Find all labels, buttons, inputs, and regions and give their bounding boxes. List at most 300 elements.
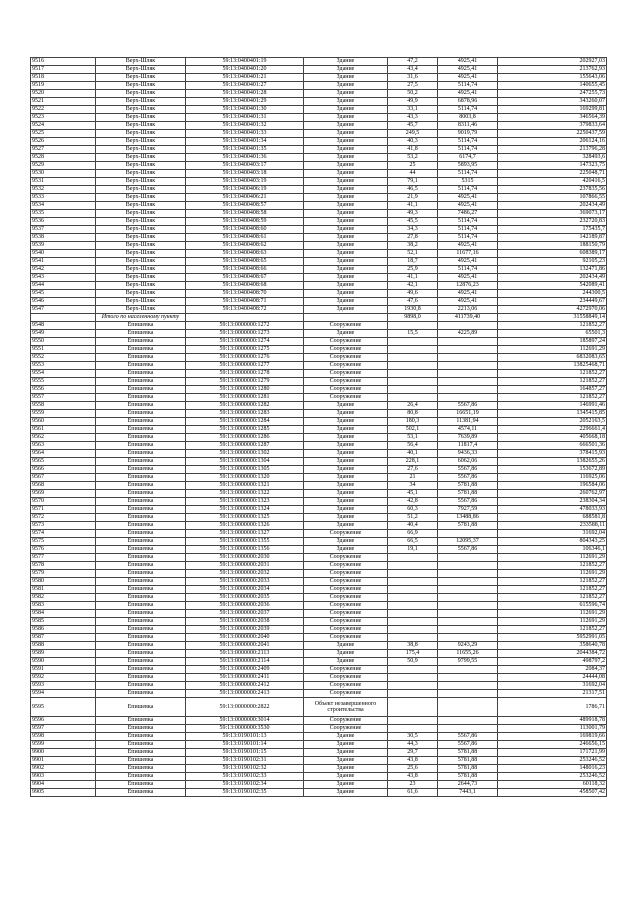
cell-settlement: Верх-Шляк xyxy=(96,66,186,74)
table-row xyxy=(31,314,607,322)
cell-cadastral-value: 234449,67 xyxy=(498,298,607,306)
cell-cadastral-number: 59:13:0000000:1282 xyxy=(186,402,304,410)
cell-cadastral-number: 59:13:0000000:3014 xyxy=(186,717,304,725)
cell-cadastral-number: 59:13:0400408:66 xyxy=(186,266,304,274)
cell-cadastral-number: 59:13:0000000:3530 xyxy=(186,725,304,733)
cell-settlement: Верх-Шляк xyxy=(96,306,186,314)
cell-unit-value xyxy=(438,570,498,578)
cell-cadastral-value: 107866,55 xyxy=(498,194,607,202)
cell-area xyxy=(388,378,438,386)
cell-unit-value xyxy=(438,602,498,610)
cell-unit-value: 5114,74 xyxy=(438,226,498,234)
cell-area xyxy=(388,666,438,674)
table-row xyxy=(31,186,607,194)
cell-cadastral-value: 21317,51 xyxy=(498,690,607,698)
cell-object-type: Здание xyxy=(304,178,388,186)
cell-settlement: Верх-Шляк xyxy=(96,122,186,130)
cell-cadastral-value: 155643,06 xyxy=(498,74,607,82)
cell-row-number: 9530 xyxy=(31,170,96,178)
cell-area: 228,1 xyxy=(388,458,438,466)
cell-settlement: Верх-Шляк xyxy=(96,114,186,122)
cell-row-number: 9568 xyxy=(31,482,96,490)
cell-settlement: Епишевка xyxy=(96,530,186,538)
cell-unit-value: 4925,41 xyxy=(438,66,498,74)
cell-row-number: 9535 xyxy=(31,210,96,218)
cell-settlement: Верх-Шляк xyxy=(96,186,186,194)
cell-area: 50,2 xyxy=(388,90,438,98)
cell-area: 50,9 xyxy=(388,658,438,666)
cell-unit-value: 5781,88 xyxy=(438,482,498,490)
cell-area: 45,7 xyxy=(388,122,438,130)
cell-unit-value: 12876,23 xyxy=(438,282,498,290)
cell-row-number: 9588 xyxy=(31,642,96,650)
cell-object-type: Здание xyxy=(304,466,388,474)
cell-row-number: 9553 xyxy=(31,362,96,370)
cell-row-number: 9526 xyxy=(31,138,96,146)
cell-settlement: Епишевка xyxy=(96,522,186,530)
cell-settlement: Епишевка xyxy=(96,466,186,474)
cell-row-number: 9586 xyxy=(31,626,96,634)
cell-area xyxy=(388,346,438,354)
table-row xyxy=(31,578,607,586)
cell-unit-value xyxy=(438,618,498,626)
cell-settlement: Верх-Шляк xyxy=(96,274,186,282)
cell-area: 9898,0 xyxy=(388,314,438,322)
cell-object-type: Здание xyxy=(304,330,388,338)
cell-row-number: 9581 xyxy=(31,586,96,594)
cell-settlement: Верх-Шляк xyxy=(96,130,186,138)
cell-cadastral-value: 247255,73 xyxy=(498,90,607,98)
cell-cadastral-value: 196584,06 xyxy=(498,482,607,490)
cell-settlement: Епишевка xyxy=(96,554,186,562)
cell-object-type: Здание xyxy=(304,482,388,490)
cell-object-type: Сооружение xyxy=(304,346,388,354)
cell-cadastral-value: 112691,29 xyxy=(498,554,607,562)
cell-unit-value: 11817,4 xyxy=(438,442,498,450)
cell-area: 56,4 xyxy=(388,442,438,450)
cell-object-type: Здание xyxy=(304,733,388,741)
cell-cadastral-number: 59:13:0190101:13 xyxy=(186,733,304,741)
table-row xyxy=(31,562,607,570)
cell-row-number: 9578 xyxy=(31,562,96,570)
cell-area: 43,8 xyxy=(388,773,438,781)
cell-area: 25,6 xyxy=(388,765,438,773)
cell-settlement: Епишевка xyxy=(96,378,186,386)
cell-area xyxy=(388,338,438,346)
cell-cadastral-value: 608389,17 xyxy=(498,250,607,258)
table-row xyxy=(31,474,607,482)
cell-area xyxy=(388,610,438,618)
cell-row-number: 9529 xyxy=(31,162,96,170)
cell-row-number: 9563 xyxy=(31,442,96,450)
cell-cadastral-number: 59:13:0000000:2031 xyxy=(186,562,304,570)
cell-area: 21,9 xyxy=(388,194,438,202)
cell-area: 45,1 xyxy=(388,490,438,498)
cell-object-type: Сооружение xyxy=(304,562,388,570)
cell-cadastral-number: 59:13:0400401:33 xyxy=(186,130,304,138)
table-row xyxy=(31,586,607,594)
cell-cadastral-value: 378415,93 xyxy=(498,450,607,458)
table-row xyxy=(31,218,607,226)
cell-row-number: 9595 xyxy=(31,698,96,717)
cell-settlement: Епишевка xyxy=(96,698,186,717)
cell-settlement: Епишевка xyxy=(96,741,186,749)
table-row xyxy=(31,498,607,506)
cell-settlement: Верх-Шляк xyxy=(96,146,186,154)
cell-row-number: 9594 xyxy=(31,690,96,698)
cell-area xyxy=(388,394,438,402)
cell-row-number: 9590 xyxy=(31,658,96,666)
cell-unit-value: 5114,74 xyxy=(438,170,498,178)
cell-area: 41,1 xyxy=(388,202,438,210)
cell-cadastral-value: 4272970,06 xyxy=(498,306,607,314)
cell-settlement: Верх-Шляк xyxy=(96,218,186,226)
table-row xyxy=(31,765,607,773)
table-row xyxy=(31,490,607,498)
cell-row-number: 9516 xyxy=(31,58,96,66)
cell-cadastral-number: 59:13:0400401:31 xyxy=(186,114,304,122)
cell-cadastral-number: 59:13:0400403:17 xyxy=(186,162,304,170)
cell-row-number: 9520 xyxy=(31,90,96,98)
cell-unit-value xyxy=(438,717,498,725)
cell-area xyxy=(388,626,438,634)
cell-object-type: Здание xyxy=(304,242,388,250)
cell-object-type: Здание xyxy=(304,82,388,90)
cell-settlement: Верх-Шляк xyxy=(96,162,186,170)
cell-unit-value: 5114,74 xyxy=(438,186,498,194)
cell-cadastral-value: 140655,45 xyxy=(498,82,607,90)
cell-object-type: Сооружение xyxy=(304,602,388,610)
cell-unit-value: 4925,41 xyxy=(438,58,498,66)
cell-area xyxy=(388,674,438,682)
cell-cadastral-number: 59:13:0000000:1284 xyxy=(186,418,304,426)
cell-unit-value: 5114,74 xyxy=(438,266,498,274)
cell-cadastral-value: 6832083,65 xyxy=(498,354,607,362)
cell-unit-value: 7927,59 xyxy=(438,506,498,514)
cell-cadastral-number: 59:13:0000000:2034 xyxy=(186,586,304,594)
cell-area: 47,2 xyxy=(388,58,438,66)
table-row xyxy=(31,725,607,733)
cell-unit-value: 5781,88 xyxy=(438,749,498,757)
cell-row-number: 9557 xyxy=(31,394,96,402)
cell-cadastral-value: 260762,97 xyxy=(498,490,607,498)
cell-object-type: Здание xyxy=(304,266,388,274)
table-row xyxy=(31,138,607,146)
cell-unit-value: 5567,86 xyxy=(438,474,498,482)
cell-settlement: Епишевка xyxy=(96,394,186,402)
cell-cadastral-value: 31558849,14 xyxy=(498,314,607,322)
table-row xyxy=(31,394,607,402)
cell-object-type: Здание xyxy=(304,490,388,498)
cell-object-type: Здание xyxy=(304,274,388,282)
cell-object-type: Сооружение xyxy=(304,682,388,690)
cell-row-number: 9585 xyxy=(31,618,96,626)
cell-object-type: Сооружение xyxy=(304,725,388,733)
cell-object-type: Здание xyxy=(304,98,388,106)
property-table xyxy=(30,57,607,797)
cell-object-type: Здание xyxy=(304,442,388,450)
cell-settlement: Верх-Шляк xyxy=(96,250,186,258)
cell-area xyxy=(388,618,438,626)
cell-cadastral-number: 59:13:0000000:1355 xyxy=(186,538,304,546)
cell-cadastral-value: 489918,78 xyxy=(498,717,607,725)
cell-settlement: Верх-Шляк xyxy=(96,202,186,210)
cell-object-type: Сооружение xyxy=(304,717,388,725)
cell-settlement: Епишевка xyxy=(96,362,186,370)
cell-row-number: 9524 xyxy=(31,122,96,130)
cell-object-type xyxy=(304,314,388,322)
table-row xyxy=(31,82,607,90)
cell-settlement: Епишевка xyxy=(96,546,186,554)
table-row xyxy=(31,362,607,370)
cell-cadastral-number: 59:13:0000000:1273 xyxy=(186,330,304,338)
table-row xyxy=(31,773,607,781)
cell-cadastral-number: 59:13:0000000:1276 xyxy=(186,354,304,362)
cell-object-type: Здание xyxy=(304,773,388,781)
cell-cadastral-value: 116925,06 xyxy=(498,474,607,482)
cell-object-type: Здание xyxy=(304,765,388,773)
table-row xyxy=(31,698,607,717)
cell-settlement: Епишевка xyxy=(96,570,186,578)
cell-cadastral-value: 804343,25 xyxy=(498,538,607,546)
cell-cadastral-value: 346564,39 xyxy=(498,114,607,122)
table-row xyxy=(31,178,607,186)
cell-unit-value: 4925,41 xyxy=(438,290,498,298)
cell-cadastral-value: 225048,71 xyxy=(498,170,607,178)
table-row xyxy=(31,418,607,426)
cell-object-type: Здание xyxy=(304,474,388,482)
cell-area xyxy=(388,554,438,562)
cell-area xyxy=(388,386,438,394)
table-row xyxy=(31,146,607,154)
cell-cadastral-number: 59:13:0000000:1323 xyxy=(186,498,304,506)
cell-cadastral-value: 121852,27 xyxy=(498,394,607,402)
table-row xyxy=(31,226,607,234)
cell-settlement: Епишевка xyxy=(96,682,186,690)
table-row xyxy=(31,733,607,741)
cell-object-type: Здание xyxy=(304,434,388,442)
cell-cadastral-value: 31692,04 xyxy=(498,682,607,690)
cell-unit-value xyxy=(438,594,498,602)
cell-object-type: Сооружение xyxy=(304,530,388,538)
cell-cadastral-value: 213762,93 xyxy=(498,66,607,74)
table-row xyxy=(31,466,607,474)
cell-unit-value: 5114,74 xyxy=(438,234,498,242)
table-row xyxy=(31,554,607,562)
cell-cadastral-number: 59:13:0000000:1324 xyxy=(186,506,304,514)
cell-cadastral-number: 59:13:0400401:32 xyxy=(186,122,304,130)
cell-unit-value: 5781,88 xyxy=(438,757,498,765)
cell-unit-value: 5567,86 xyxy=(438,466,498,474)
cell-row-number: 9905 xyxy=(31,789,96,797)
cell-row-number: 9560 xyxy=(31,418,96,426)
cell-object-type: Сооружение xyxy=(304,610,388,618)
cell-object-type: Сооружение xyxy=(304,594,388,602)
cell-area: 41,1 xyxy=(388,274,438,282)
table-row xyxy=(31,626,607,634)
table-row xyxy=(31,634,607,642)
cell-unit-value xyxy=(438,530,498,538)
cell-cadastral-number xyxy=(186,314,304,322)
cell-object-type: Сооружение xyxy=(304,370,388,378)
cell-cadastral-number: 59:13:0400408:67 xyxy=(186,274,304,282)
cell-object-type: Здание xyxy=(304,450,388,458)
cell-cadastral-number: 59:13:0000000:1322 xyxy=(186,490,304,498)
cell-area: 34,3 xyxy=(388,226,438,234)
table-row xyxy=(31,210,607,218)
cell-object-type: Здание xyxy=(304,74,388,82)
cell-area: 52,1 xyxy=(388,250,438,258)
cell-cadastral-number: 59:13:0000000:2114 xyxy=(186,658,304,666)
cell-object-type: Здание xyxy=(304,146,388,154)
cell-area: 66,9 xyxy=(388,530,438,538)
cell-area: 38,2 xyxy=(388,242,438,250)
cell-area: 44,3 xyxy=(388,741,438,749)
cell-area: 49,6 xyxy=(388,290,438,298)
cell-unit-value: 16651,19 xyxy=(438,410,498,418)
cell-unit-value xyxy=(438,626,498,634)
cell-row-number: 9902 xyxy=(31,765,96,773)
cell-cadastral-value: 615596,74 xyxy=(498,602,607,610)
cell-cadastral-value: 688581,8 xyxy=(498,514,607,522)
cell-cadastral-number: 59:13:0000000:1287 xyxy=(186,442,304,450)
cell-cadastral-number: 59:13:0400401:20 xyxy=(186,66,304,74)
cell-settlement: Епишевка xyxy=(96,773,186,781)
cell-object-type: Здание xyxy=(304,218,388,226)
cell-cadastral-value: 206124,16 xyxy=(498,138,607,146)
cell-object-type: Здание xyxy=(304,186,388,194)
cell-row-number: 9582 xyxy=(31,594,96,602)
table-row xyxy=(31,402,607,410)
cell-row-number: 9551 xyxy=(31,346,96,354)
cell-cadastral-number: 59:13:0000000:1283 xyxy=(186,410,304,418)
cell-cadastral-value: 92105,23 xyxy=(498,258,607,266)
cell-settlement: Епишевка xyxy=(96,426,186,434)
cell-row-number: 9540 xyxy=(31,250,96,258)
table-row xyxy=(31,258,607,266)
table-row xyxy=(31,242,607,250)
cell-unit-value: 5114,74 xyxy=(438,218,498,226)
cell-settlement: Епишевка xyxy=(96,458,186,466)
cell-unit-value xyxy=(438,370,498,378)
table-row xyxy=(31,674,607,682)
cell-row-number: 9555 xyxy=(31,378,96,386)
cell-area xyxy=(388,690,438,698)
cell-row-number xyxy=(31,314,96,322)
cell-settlement: Епишевка xyxy=(96,402,186,410)
cell-cadastral-value: 121852,27 xyxy=(498,578,607,586)
table-row xyxy=(31,682,607,690)
table-row xyxy=(31,66,607,74)
cell-area: 43,3 xyxy=(388,114,438,122)
cell-area: 61,6 xyxy=(388,789,438,797)
cell-row-number: 9556 xyxy=(31,386,96,394)
cell-object-type: Объект незавершенного строительства xyxy=(304,698,388,717)
cell-object-type: Здание xyxy=(304,114,388,122)
cell-settlement: Верх-Шляк xyxy=(96,210,186,218)
cell-row-number: 9517 xyxy=(31,66,96,74)
cell-settlement: Верх-Шляк xyxy=(96,266,186,274)
table-body xyxy=(31,58,607,797)
cell-unit-value: 5567,86 xyxy=(438,733,498,741)
cell-area: 25,9 xyxy=(388,266,438,274)
cell-object-type: Здание xyxy=(304,234,388,242)
cell-row-number: 9596 xyxy=(31,717,96,725)
cell-row-number: 9546 xyxy=(31,298,96,306)
cell-cadastral-value: 458507,42 xyxy=(498,789,607,797)
cell-object-type: Здание xyxy=(304,298,388,306)
cell-area xyxy=(388,586,438,594)
cell-cadastral-number: 59:13:0000000:2413 xyxy=(186,690,304,698)
cell-area: 29,7 xyxy=(388,749,438,757)
cell-row-number: 9591 xyxy=(31,666,96,674)
cell-cadastral-value: 1382655,26 xyxy=(498,458,607,466)
cell-area: 1930,8 xyxy=(388,306,438,314)
cell-row-number: 9558 xyxy=(31,402,96,410)
cell-cadastral-number: 59:13:0400401:29 xyxy=(186,98,304,106)
cell-area: 18,7 xyxy=(388,258,438,266)
cell-cadastral-value: 171721,99 xyxy=(498,749,607,757)
cell-settlement: Верх-Шляк xyxy=(96,226,186,234)
cell-object-type: Сооружение xyxy=(304,690,388,698)
cell-object-type: Здание xyxy=(304,106,388,114)
cell-object-type: Здание xyxy=(304,250,388,258)
cell-row-number: 9584 xyxy=(31,610,96,618)
cell-settlement: Епишевка xyxy=(96,322,186,330)
cell-object-type: Здание xyxy=(304,458,388,466)
cell-object-type: Здание xyxy=(304,58,388,66)
cell-row-number: 9541 xyxy=(31,258,96,266)
cell-settlement: Епишевка xyxy=(96,330,186,338)
cell-cadastral-value: 175435,7 xyxy=(498,226,607,234)
cell-area: 43,8 xyxy=(388,757,438,765)
cell-cadastral-number: 59:13:0000000:1277 xyxy=(186,362,304,370)
cell-unit-value: 5781,88 xyxy=(438,522,498,530)
cell-row-number: 9537 xyxy=(31,226,96,234)
cell-cadastral-number: 59:13:0000000:1280 xyxy=(186,386,304,394)
cell-cadastral-number: 59:13:0400408:72 xyxy=(186,306,304,314)
cell-object-type: Сооружение xyxy=(304,626,388,634)
cell-cadastral-value: 2296661,4 xyxy=(498,426,607,434)
cell-object-type: Здание xyxy=(304,650,388,658)
cell-row-number: 9521 xyxy=(31,98,96,106)
cell-object-type: Здание xyxy=(304,282,388,290)
cell-cadastral-value: 2052163,5 xyxy=(498,418,607,426)
cell-unit-value: 5781,88 xyxy=(438,490,498,498)
cell-area: 41,8 xyxy=(388,146,438,154)
cell-unit-value: 5781,88 xyxy=(438,773,498,781)
cell-cadastral-number: 59:13:0000000:2036 xyxy=(186,602,304,610)
cell-settlement: Епишевка xyxy=(96,410,186,418)
cell-cadastral-value: 237835,56 xyxy=(498,186,607,194)
cell-area: 27,8 xyxy=(388,234,438,242)
cell-object-type: Сооружение xyxy=(304,378,388,386)
table-row xyxy=(31,410,607,418)
cell-unit-value: 5315 xyxy=(438,178,498,186)
cell-cadastral-value: 213796,28 xyxy=(498,146,607,154)
table-row xyxy=(31,322,607,330)
table-row xyxy=(31,781,607,789)
cell-unit-value xyxy=(438,386,498,394)
cell-area: 53,1 xyxy=(388,434,438,442)
cell-row-number: 9567 xyxy=(31,474,96,482)
cell-cadastral-number: 59:13:0000000:1327 xyxy=(186,530,304,538)
cell-cadastral-value: 153672,89 xyxy=(498,466,607,474)
cell-area: 27,6 xyxy=(388,466,438,474)
cell-cadastral-number: 59:13:0000000:1356 xyxy=(186,546,304,554)
cell-unit-value xyxy=(438,682,498,690)
cell-object-type: Здание xyxy=(304,290,388,298)
